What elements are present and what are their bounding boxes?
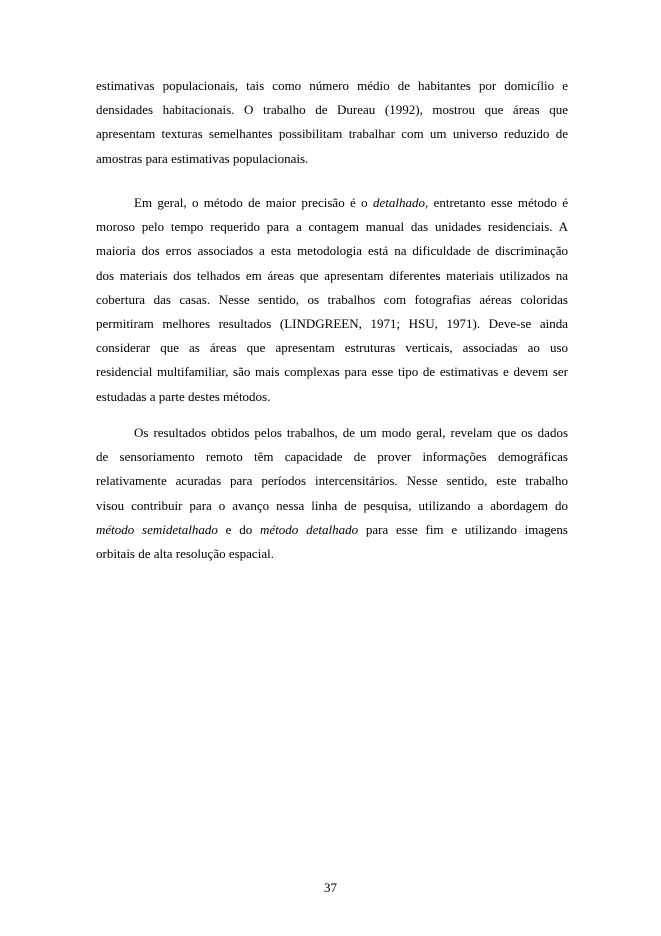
- paragraph-line: de sensoriamento remoto têm capacidade de prover informações demográficas: [96, 449, 568, 465]
- paragraph-results: [96, 421, 568, 566]
- text-run: , entretanto esse método é: [425, 195, 568, 210]
- paragraph-line: estudadas a parte destes métodos.: [96, 388, 271, 404]
- paragraph-line: amostras para estimativas populacionais.: [96, 150, 309, 166]
- text-run: para esse fim e utilizando imagens: [358, 521, 568, 537]
- paragraph-line: apresentam texturas semelhantes possibilitam trabalhar com um universo reduzido de: [96, 126, 568, 142]
- paragraph-line: relativamente acuradas para períodos intercensitários. Nesse sentido, este trabalho: [96, 473, 568, 489]
- paragraph-line: permitiram melhores resultados (LINDGREEN, 1971; HSU, 1971). Deve-se ainda: [96, 315, 568, 331]
- italic-term: método semidetalhado: [96, 521, 218, 537]
- paragraph-line: considerar que as áreas que apresentam estruturas verticais, associadas ao uso: [96, 340, 568, 356]
- italic-term: método detalhado: [260, 521, 359, 537]
- paragraph-line: cobertura das casas. Nesse sentido, os trabalhos com fotografias aéreas coloridas: [96, 291, 568, 307]
- italic-term: detalhado: [373, 195, 425, 210]
- paragraph-line: residencial multifamiliar, são mais complexas para esse tipo de estimativas e devem ser: [96, 364, 568, 380]
- paragraph-line: densidades habitacionais. O trabalho de Dureau (1992), mostrou que áreas que: [96, 102, 568, 118]
- text-run: Em geral, o método de maior precisão é o: [134, 195, 373, 210]
- paragraph-line: dos materiais dos telhados em áreas que apresentam diferentes materiais utilizados na: [96, 267, 568, 283]
- text-run: e do: [217, 521, 261, 537]
- paragraph-line: visou contribuir para o avanço nessa linha de pesquisa, utilizando a abordagem do: [96, 497, 568, 513]
- page-number: 37: [324, 880, 337, 895]
- paragraph-line: maioria dos erros associados a esta metodologia está na dificuldade de discriminação: [96, 243, 568, 259]
- paragraph-line: [96, 191, 568, 215]
- paragraph-line: orbitais de alta resolução espacial.: [96, 545, 274, 561]
- paragraph-line: Os resultados obtidos pelos trabalhos, de um modo geral, revelam que os dados: [134, 425, 568, 440]
- paragraph-detailed-method: [96, 191, 568, 409]
- paragraph-population-estimates: [96, 74, 568, 171]
- paragraph-line: [96, 518, 568, 542]
- paragraph-line: moroso pelo tempo requerido para a contagem manual das unidades residenciais. A: [96, 219, 568, 235]
- paragraph-line: estimativas populacionais, tais como número médio de habitantes por domicílio e: [96, 78, 568, 93]
